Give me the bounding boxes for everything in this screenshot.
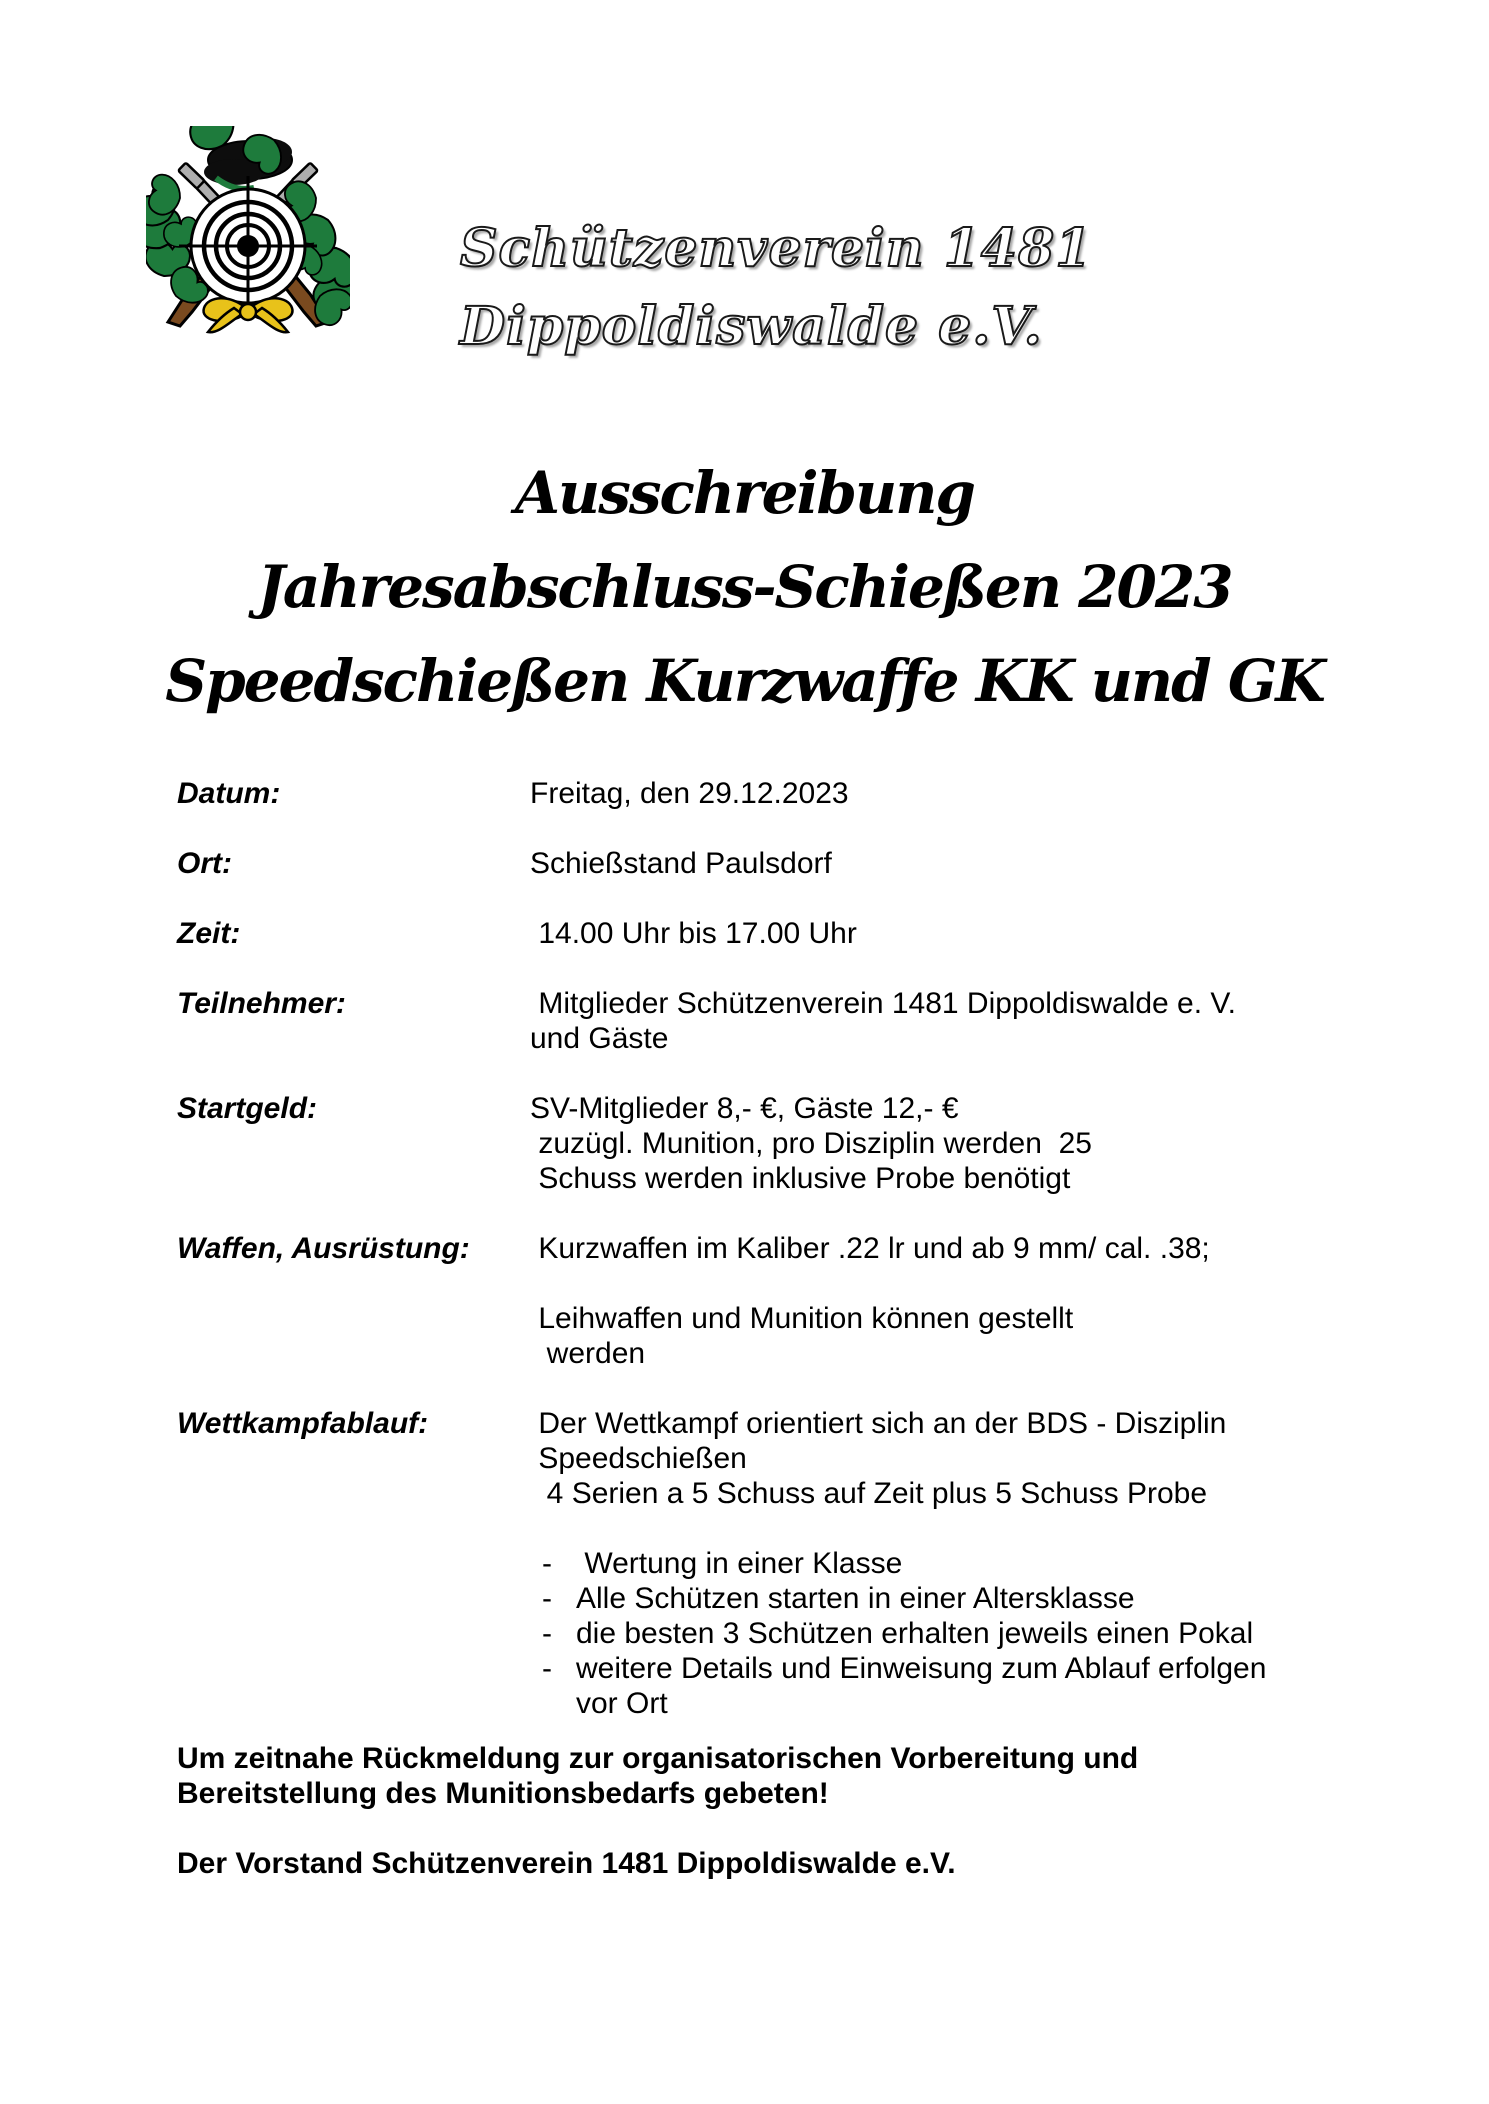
bullet-text: weitere Details und Einweisung zum Ablauf erfolgen (576, 1652, 1267, 1685)
detail-label: Ort: (177, 847, 232, 880)
detail-value (530, 1231, 1427, 1371)
detail-value (530, 1091, 1427, 1196)
org-name-line2: Dippoldiswalde e.V. (460, 296, 1043, 357)
org-wordmark (460, 210, 1092, 366)
bullet-dash: - (542, 1582, 552, 1615)
closing-note (177, 1741, 1427, 1811)
detail-value-line: Kurzwaffen im Kaliber .22 lr und ab 9 mm/ cal. .38; (530, 1232, 1210, 1265)
detail-label: Wettkampfablauf: (177, 1407, 429, 1440)
detail-value-line: Freitag, den 29.12.2023 (530, 777, 849, 810)
closing-section (177, 1741, 1427, 1881)
bullet-dash: - (542, 1652, 552, 1685)
org-name-line1: Schützenverein 1481 (460, 218, 1093, 279)
bullet-item (530, 1616, 1427, 1651)
detail-row-startgeld (177, 1091, 1427, 1196)
detail-value-line: zuzügl. Munition, pro Disziplin werden 25 (530, 1127, 1092, 1160)
detail-value-line: 14.00 Uhr bis 17.00 Uhr (530, 917, 857, 950)
bullet-text: Wertung in einer Klasse (576, 1547, 903, 1580)
doc-subtitle-event: Jahresabschluss-Schießen 2023 (257, 553, 1232, 621)
detail-value-line: Schuss werden inklusive Probe benötigt (530, 1162, 1071, 1195)
doc-title: Ausschreibung (515, 459, 974, 527)
detail-value (530, 986, 1427, 1056)
detail-label: Teilnehmer: (177, 987, 346, 1020)
detail-label: Datum: (177, 777, 281, 810)
detail-value-line: Leihwaffen und Munition können gestellt (530, 1302, 1074, 1335)
yellow-ribbon (204, 298, 293, 332)
detail-value-line: Schießstand Paulsdorf (530, 847, 832, 880)
detail-value-line: Speedschießen (530, 1442, 747, 1475)
detail-label: Zeit: (177, 917, 241, 950)
bullet-dash: - (542, 1617, 552, 1650)
closing-note-line: Um zeitnahe Rückmeldung zur organisatorischen Vorbereitung und (177, 1742, 1139, 1775)
closing-note-line: Bereitstellung des Munitionsbedarfs gebeten! (177, 1777, 829, 1810)
bullet-dash: - (542, 1547, 552, 1580)
bullet-item (530, 1651, 1427, 1686)
detail-label: Waffen, Ausrüstung: (177, 1232, 470, 1265)
detail-row-zeit (177, 916, 1427, 951)
bullet-item (530, 1686, 1427, 1721)
bullet-item (530, 1581, 1427, 1616)
detail-value-line: werden (530, 1337, 646, 1370)
detail-row-ort (177, 846, 1427, 881)
detail-value-line: Der Wettkampf orientiert sich an der BDS - Disziplin (530, 1407, 1227, 1440)
detail-row-teilnehmer (177, 986, 1427, 1056)
bullet-text: die besten 3 Schützen erhalten jeweils einen Pokal (576, 1617, 1254, 1650)
closing-signature: Der Vorstand Schützenverein 1481 Dippoldiswalde e.V. (177, 1847, 956, 1880)
detail-row-waffen (177, 1231, 1427, 1371)
club-logo (146, 126, 350, 340)
detail-value-line: Mitglieder Schützenverein 1481 Dippoldiswalde e. V. (530, 987, 1236, 1020)
doc-subtitle-discipline: Speedschießen Kurzwaffe KK und GK (165, 647, 1324, 715)
detail-row-wettkampfablauf (177, 1406, 1427, 1721)
detail-value (530, 916, 1427, 951)
detail-value-line: SV-Mitglieder 8,- €, Gäste 12,- € (530, 1092, 959, 1125)
bullet-dash (530, 1686, 576, 1721)
detail-value (530, 1406, 1427, 1721)
bullet-text: Alle Schützen starten in einer Altersklasse (576, 1582, 1135, 1615)
document-titles (0, 446, 1489, 728)
detail-label: Startgeld: (177, 1092, 318, 1125)
club-logo-graphic (146, 126, 350, 340)
detail-value-line: und Gäste (530, 1022, 669, 1055)
detail-row-datum (177, 776, 1427, 811)
detail-value-line (530, 1266, 1427, 1301)
detail-value-line (530, 1511, 1427, 1546)
bullet-item (530, 1546, 1427, 1581)
detail-value-line: 4 Serien a 5 Schuss auf Zeit plus 5 Schuss Probe (530, 1477, 1208, 1510)
detail-value (530, 776, 1427, 811)
bullet-text: vor Ort (576, 1687, 668, 1720)
document-body (177, 776, 1427, 1881)
detail-value (530, 846, 1427, 881)
